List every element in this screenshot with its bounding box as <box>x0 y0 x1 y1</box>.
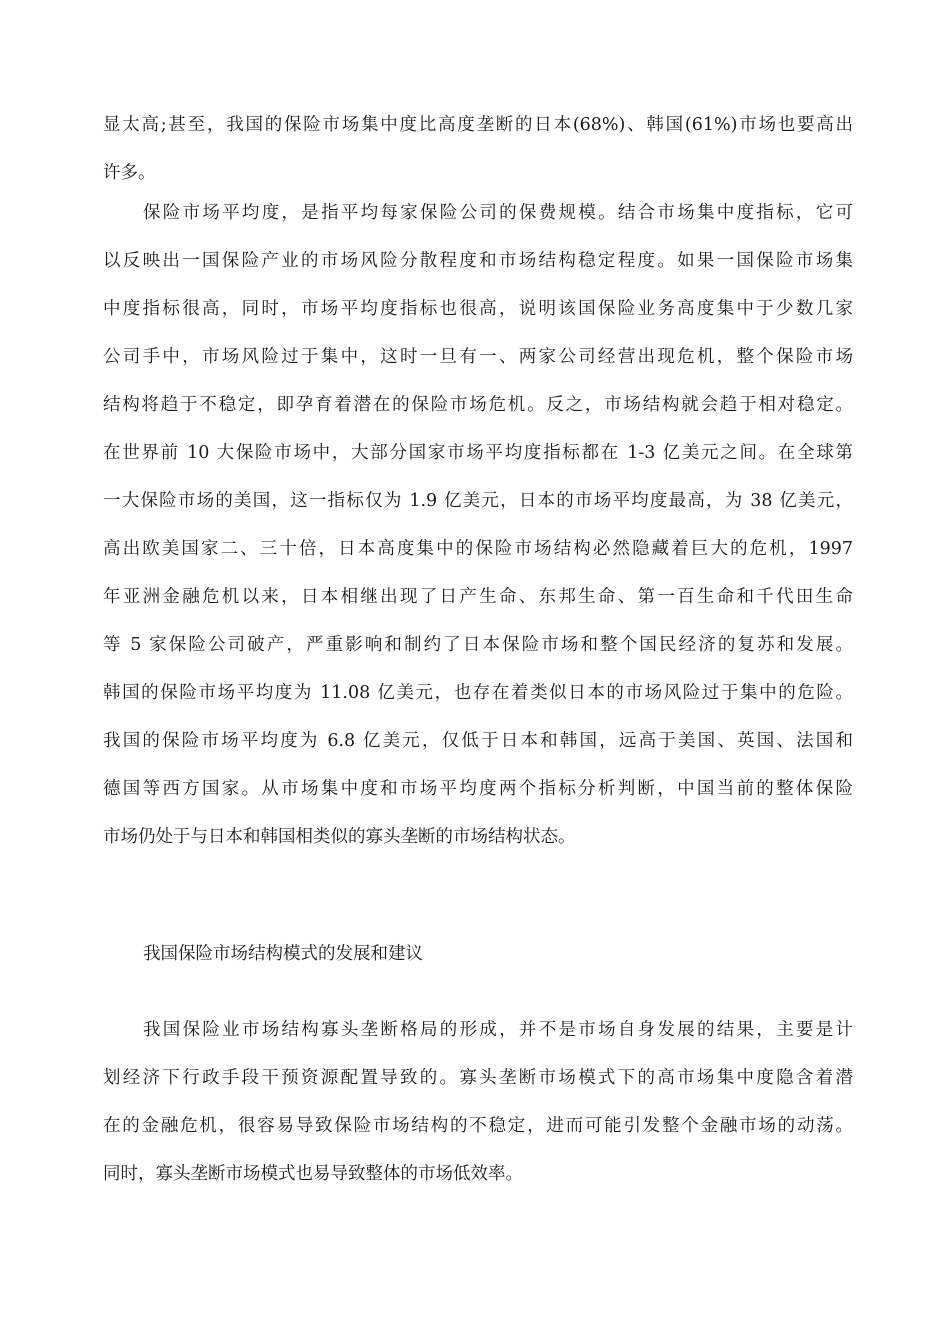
text-line: 市场仍处于与日本和韩国相类似的寡头垄断的市场结构状态。 <box>103 827 576 847</box>
text-line: 许多。 <box>103 163 156 183</box>
paragraph-oligopoly-formation <box>103 1006 853 1198</box>
paragraph-concentration-comparison <box>103 101 853 197</box>
text-line: 在的金融危机，很容易导致保险市场结构的不稳定，进而可能引发整个金融市场的动荡。 <box>103 1116 853 1136</box>
heading-text: 我国保险市场结构模式的发展和建议 <box>143 944 423 964</box>
text-line: 韩国的保险市场平均度为 11.08 亿美元，也存在着类似日本的市场风险过于集中的危险。 <box>103 683 853 703</box>
text-line: 在世界前 10 大保险市场中，大部分国家市场平均度指标都在 1-3 亿美元之间。在全球第 <box>103 443 853 463</box>
text-line: 显太高;甚至，我国的保险市场集中度比高度垄断的日本(68%)、韩国(61%)市场也要高出 <box>103 115 853 135</box>
text-line: 高出欧美国家二、三十倍，日本高度集中的保险市场结构必然隐藏着巨大的危机，1997 <box>103 539 853 559</box>
text-line: 划经济下行政手段干预资源配置导致的。寡头垄断市场模式下的高市场集中度隐含着潜 <box>103 1068 853 1088</box>
section-heading <box>103 930 853 978</box>
text-line: 等 5 家保险公司破产，严重影响和制约了日本保险市场和整个国民经济的复苏和发展。 <box>103 635 853 655</box>
text-line: 德国等西方国家。从市场集中度和市场平均度两个指标分析判断，中国当前的整体保险 <box>103 779 853 799</box>
text-line: 保险市场平均度，是指平均每家保险公司的保费规模。结合市场集中度指标，它可 <box>143 203 853 223</box>
text-line: 年亚洲金融危机以来，日本相继出现了日产生命、东邦生命、第一百生命和千代田生命 <box>103 587 853 607</box>
text-line: 我国的保险市场平均度为 6.8 亿美元，仅低于日本和韩国，远高于美国、英国、法国和 <box>103 731 853 751</box>
text-line: 一大保险市场的美国，这一指标仅为 1.9 亿美元，日本的市场平均度最高，为 38 亿美元， <box>103 491 853 511</box>
text-line: 公司手中，市场风险过于集中，这时一旦有一、两家公司经营出现危机，整个保险市场 <box>103 347 853 367</box>
text-line: 同时，寡头垄断市场模式也易导致整体的市场低效率。 <box>103 1164 523 1184</box>
text-line: 我国保险业市场结构寡头垄断格局的形成，并不是市场自身发展的结果，主要是计 <box>143 1020 853 1040</box>
paragraph-market-average <box>103 189 853 861</box>
text-line: 结构将趋于不稳定，即孕育着潜在的保险市场危机。反之，市场结构就会趋于相对稳定。 <box>103 395 853 415</box>
text-line: 以反映出一国保险产业的市场风险分散程度和市场结构稳定程度。如果一国保险市场集 <box>103 251 853 271</box>
text-line: 中度指标很高，同时，市场平均度指标也很高，说明该国保险业务高度集中于少数几家 <box>103 299 853 319</box>
